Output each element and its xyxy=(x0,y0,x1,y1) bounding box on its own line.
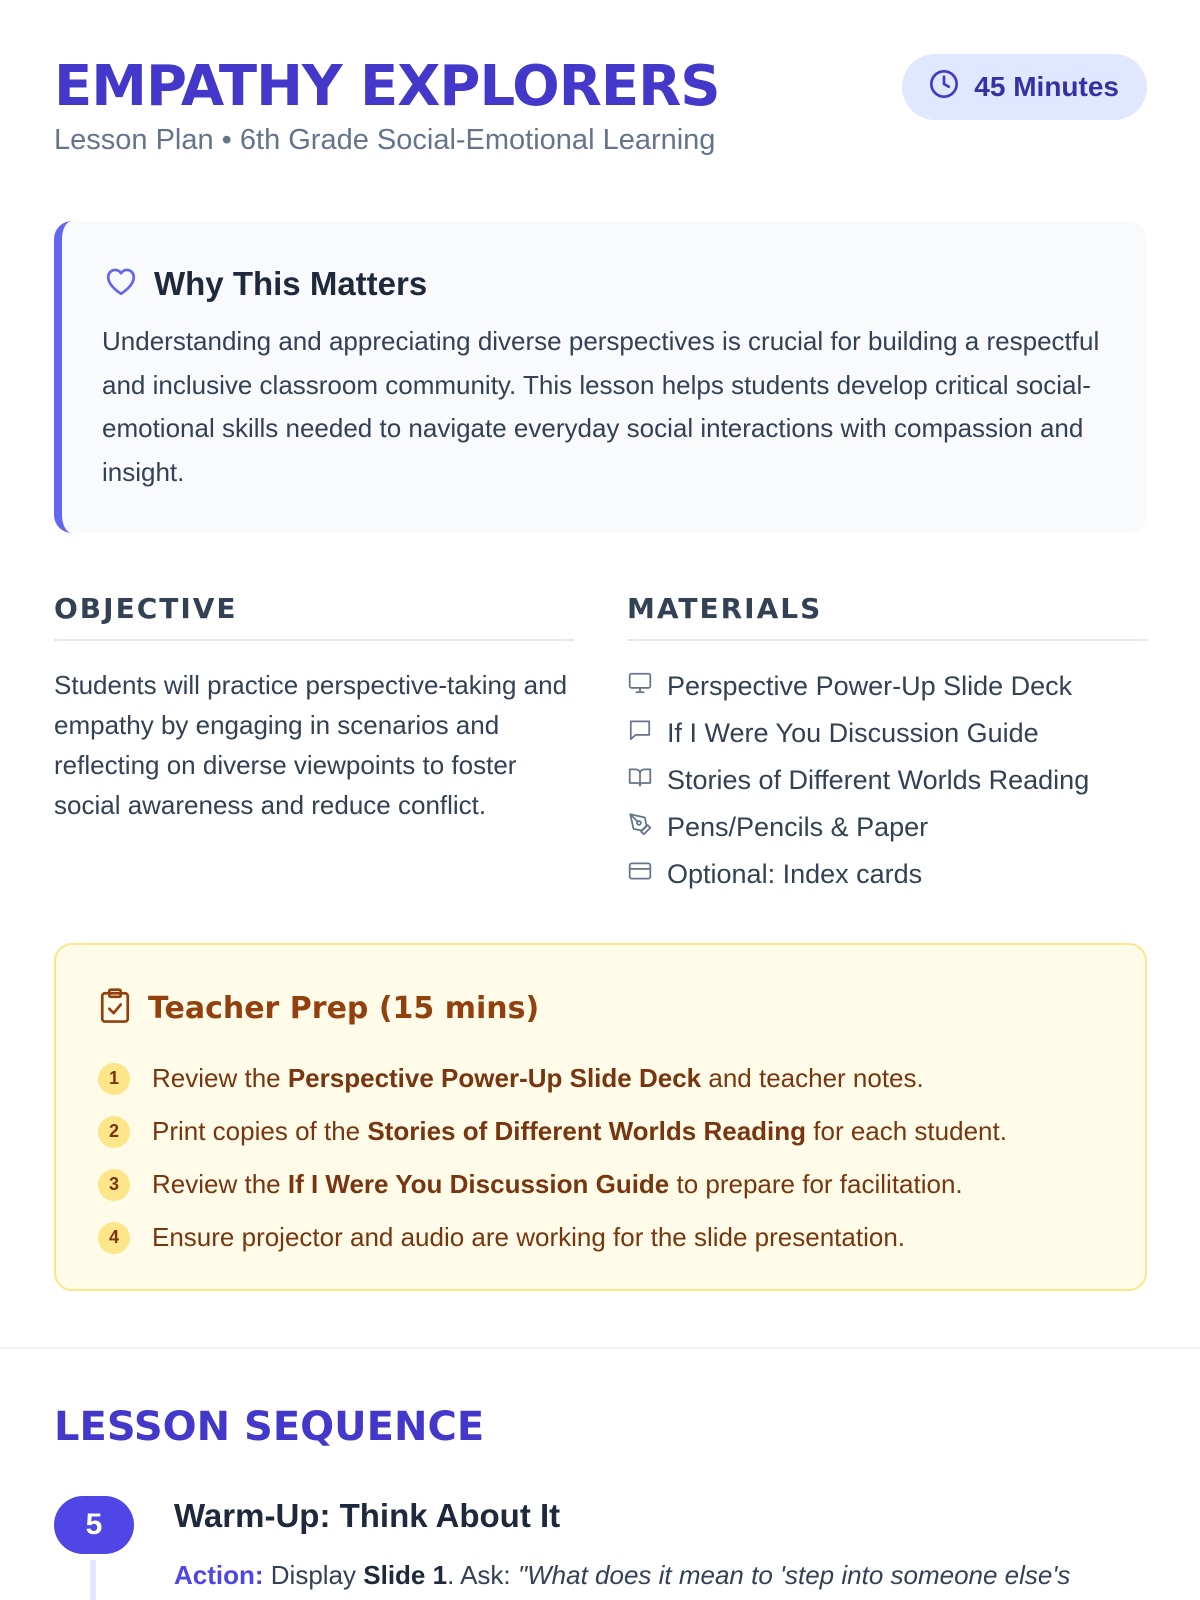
objective-heading: OBJECTIVE xyxy=(54,592,574,641)
prep-step-text: Review the If I Were You Discussion Guide to prepare for facilitation. xyxy=(152,1169,963,1199)
prep-steps xyxy=(98,1052,1105,1264)
section-divider xyxy=(0,1347,1200,1349)
material-label: Stories of Different Worlds Reading xyxy=(667,765,1090,795)
teacher-prep-card xyxy=(54,943,1147,1291)
list-item xyxy=(98,1158,1105,1211)
list-item xyxy=(98,1211,1105,1264)
book-open-icon xyxy=(627,764,653,797)
material-label: Perspective Power-Up Slide Deck xyxy=(667,671,1073,701)
material-label: Pens/Pencils & Paper xyxy=(667,812,929,842)
prep-step-text: Ensure projector and audio are working for the slide presentation. xyxy=(152,1222,905,1252)
why-title: Why This Matters xyxy=(154,264,428,302)
list-item xyxy=(98,1105,1105,1158)
list-item xyxy=(627,804,1147,851)
list-item xyxy=(627,757,1147,804)
prep-step-text: Review the Perspective Power-Up Slide Deck and teacher notes. xyxy=(152,1063,924,1093)
step-number-badge: 2 xyxy=(98,1116,130,1148)
step-title: Warm-Up: Think About It xyxy=(174,1497,561,1534)
timeline-line xyxy=(90,1560,96,1600)
materials-heading: MATERIALS xyxy=(627,592,1147,641)
card-icon xyxy=(627,858,653,891)
material-label: If I Were You Discussion Guide xyxy=(667,718,1039,748)
duration-label: 45 Minutes xyxy=(974,71,1119,102)
material-label: Optional: Index cards xyxy=(667,859,923,889)
prep-title: Teacher Prep (15 mins) xyxy=(148,991,540,1026)
list-item xyxy=(627,851,1147,898)
monitor-icon xyxy=(627,670,653,703)
materials-section xyxy=(627,592,1147,898)
objective-text: Students will practice perspective-taking and empathy by engaging in scenarios and reflecting on diverse viewpoints to foster social awareness and reduce conflict. xyxy=(54,670,568,820)
step-number-badge: 3 xyxy=(98,1169,130,1201)
objective-section xyxy=(54,592,574,825)
action-label: Action: xyxy=(174,1560,264,1590)
step-number-badge: 1 xyxy=(98,1063,130,1095)
clipboard-check-icon xyxy=(98,987,132,1030)
list-item xyxy=(627,710,1147,757)
page-title: EMPATHY EXPLORERS xyxy=(54,54,720,119)
clock-icon xyxy=(928,68,960,107)
page-subtitle: Lesson Plan • 6th Grade Social-Emotional Learning xyxy=(54,124,716,156)
why-this-matters-card xyxy=(54,221,1147,533)
step-number-badge: 4 xyxy=(98,1222,130,1254)
list-item xyxy=(627,663,1147,710)
duration-badge xyxy=(902,54,1147,120)
list-item xyxy=(98,1052,1105,1105)
pen-icon xyxy=(627,811,653,844)
materials-list xyxy=(627,663,1147,898)
prep-step-text: Print copies of the Stories of Different Worlds Reading for each student. xyxy=(152,1116,1007,1146)
step-action-text: Action: Display Slide 1. Ask: "What does it mean to 'step into someone else's xyxy=(174,1560,1071,1590)
lesson-header xyxy=(54,54,1147,164)
heart-icon xyxy=(102,263,140,304)
step-number-circle: 5 xyxy=(54,1496,134,1554)
why-text: Understanding and appreciating diverse perspectives is crucial for building a respectful and inclusive classroom community. This lesson helps students develop critical social-emotional skills needed to navigate everyday social interactions with compassion and insight. xyxy=(102,326,1100,487)
lesson-sequence-title: LESSON SEQUENCE xyxy=(54,1404,485,1450)
message-icon xyxy=(627,717,653,750)
